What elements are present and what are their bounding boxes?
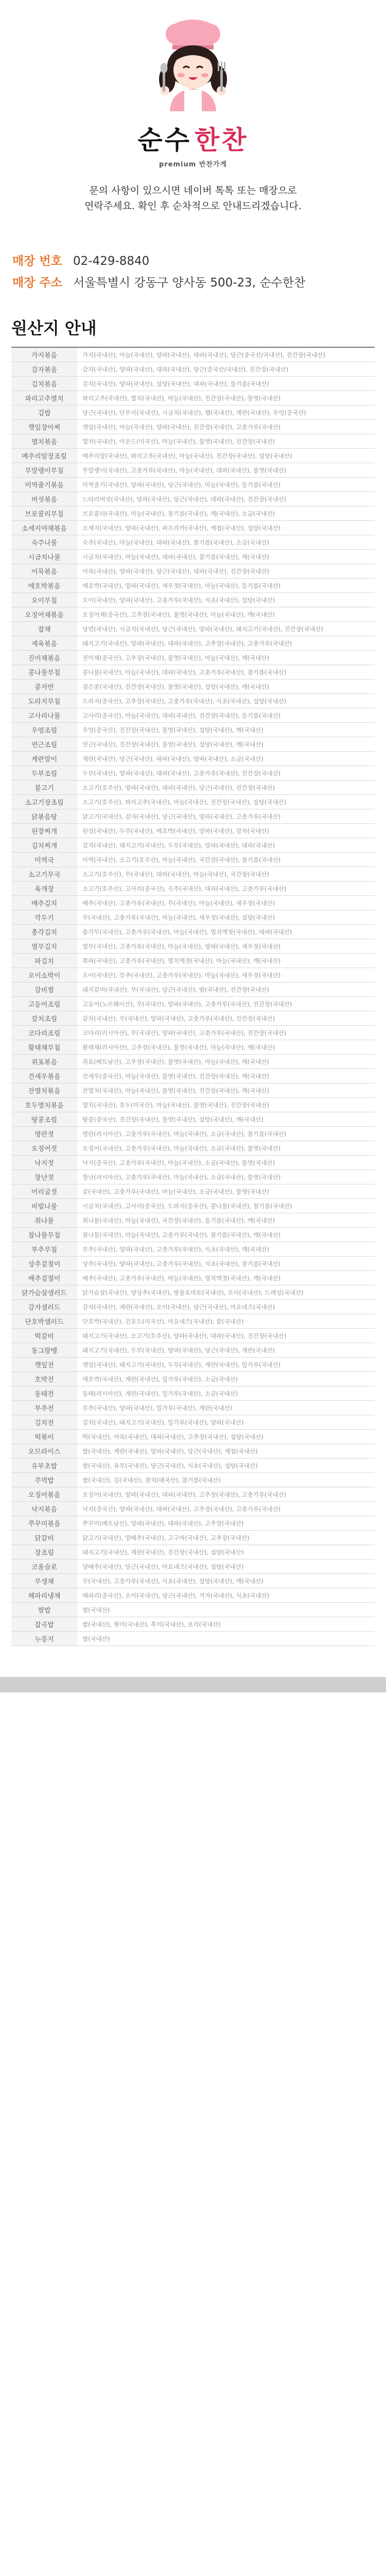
table-row (11, 982, 375, 996)
brand-name-part2: 한찬 (195, 125, 249, 155)
dish-name: 장조림 (11, 1545, 77, 1559)
dish-origin: 콩나물(국내산), 마늘(국내산), 대파(국내산), 고춧가루(국내산), 참기름(국내산) (82, 668, 287, 676)
dish-origin: 양배추(국내산), 당근(국내산), 마요네즈(국내산), 설탕(국내산) (82, 1563, 244, 1570)
dish-name: 동그랑땡 (11, 1343, 77, 1357)
dish-origin: 미역줄기(국내산), 양파(국내산), 당근(국내산), 마늘(국내산), 들기름(국내산) (82, 481, 281, 488)
dish-name: 잡채 (11, 622, 77, 636)
chef-mascot-icon (144, 13, 242, 111)
table-row (11, 1227, 375, 1242)
table-row (11, 852, 375, 867)
dish-name: 열무김치 (11, 939, 77, 953)
dish-name: 미역줄기볶음 (11, 478, 77, 492)
table-row (11, 751, 375, 766)
dish-origin: 참나물(국내산), 마늘(국내산), 고춧가루(국내산), 참기름(국내산), 깨(국내산) (82, 1231, 281, 1239)
table-row (11, 1545, 375, 1559)
table-row (11, 1487, 375, 1501)
table-row (11, 1054, 375, 1069)
dish-name: 불고기 (11, 781, 77, 794)
dish-name: 갈치조림 (11, 1011, 77, 1025)
dish-name: 고사리나물 (11, 708, 77, 722)
dish-origin: 닭가슴살(국내산), 양상추(국내산), 방울토마토(국내산), 오이(국내산), 드레싱(국내산) (82, 1289, 304, 1296)
dish-origin: 쌀(국내산) (82, 1606, 110, 1614)
dish-origin: 열무(국내산), 고춧가루(국내산), 마늘(국내산), 양파(국내산), 새우젓(국내산) (82, 942, 281, 950)
dish-name: 건새우볶음 (11, 1069, 77, 1083)
dish-origin: 검은콩(국내산), 진간장(국내산), 물엿(국내산), 설탕(국내산), 깨(국내산) (82, 683, 269, 690)
table-row (11, 1429, 375, 1444)
table-row (11, 766, 375, 780)
dish-origin: 잔멸치(국내산), 마늘(국내산), 물엿(국내산), 진간장(국내산), 깨(국내산) (82, 1087, 269, 1094)
dish-name: 누룽지 (11, 1632, 77, 1646)
table-row (11, 1328, 375, 1343)
table-row (11, 1444, 375, 1458)
table-row (11, 1213, 375, 1227)
dish-name: 쭈꾸미볶음 (11, 1516, 77, 1530)
table-row (11, 1588, 375, 1602)
table-row (11, 939, 375, 953)
dish-name: 오징어채볶음 (11, 607, 77, 621)
contact-notice (84, 183, 302, 214)
dish-name: 소고기무국 (11, 867, 77, 881)
dish-name: 단호박샐러드 (11, 1314, 77, 1328)
table-row (11, 1011, 375, 1025)
dish-name: 연근조림 (11, 737, 77, 751)
dish-name: 된장찌개 (11, 824, 77, 838)
dish-origin: 감자(국내산), 양파(국내산), 대파(국내산), 당근(중국산/국내산), 진간장(국내산) (82, 365, 289, 373)
dish-name: 감자볶음 (11, 362, 77, 376)
table-row (11, 838, 375, 852)
dish-origin: 돼지갈비(국내산), 무(국내산), 당근(국내산), 밤(국내산), 진간장(국내산) (82, 986, 269, 993)
dish-origin: 고등어(노르웨이산), 무(국내산), 양파(국내산), 고춧가루(국내산), 진간장(국내산) (82, 1000, 292, 1008)
dish-name: 배추겉절이 (11, 1271, 77, 1285)
dish-origin: 쌀(국내산), 현미(국내산), 흑미(국내산), 보리(국내산) (82, 1620, 221, 1628)
table-row (11, 867, 375, 881)
bottom-strip (0, 1677, 386, 1692)
dish-name: 닭갈비 (11, 1531, 77, 1545)
table-row (11, 391, 375, 405)
dish-origin: 쪽파(국내산), 고춧가루(국내산), 멸치액젓(국내산), 마늘(국내산), 깨(국내산) (82, 957, 281, 964)
table-row (11, 737, 375, 751)
dish-origin: 건새우(중국산), 마늘(국내산), 물엿(국내산), 진간장(국내산), 깨(국내산) (82, 1072, 269, 1080)
dish-origin: 계란(국내산), 당근(국내산), 대파(국내산), 양파(국내산), 소금(국내산) (82, 755, 264, 762)
table-row (11, 823, 375, 838)
table-row (11, 1371, 375, 1386)
table-row (11, 881, 375, 895)
dish-name: 버섯볶음 (11, 492, 77, 506)
dish-name: 명란젓 (11, 1127, 77, 1141)
table-row (11, 1155, 375, 1170)
dish-name: 주먹밥 (11, 1473, 77, 1487)
dish-origin: 총각무(국내산), 고춧가루(국내산), 마늘(국내산), 멸치액젓(국내산), 대파(국내산) (82, 928, 292, 936)
dish-origin: 쌀(국내산), 계란(국내산), 양파(국내산), 당근(국내산), 케첩(국내산) (82, 1447, 258, 1455)
dish-origin: 무(국내산), 고춧가루(국내산), 식초(국내산), 설탕(국내산), 깨(국내산) (82, 1577, 264, 1585)
notice-line-2: 연락주세요. 확인 후 순차적으로 안내드리겠습니다. (84, 200, 302, 212)
dish-name: 유부초밥 (11, 1459, 77, 1472)
dish-origin: 낙지(중국산), 고춧가루(국내산), 마늘(국내산), 소금(국내산), 물엿(국내산) (82, 1159, 275, 1166)
dish-origin: 멸치(국내산), 아몬드(미국산), 마늘(국내산), 물엿(국내산), 진간장(국내산) (82, 437, 275, 445)
dish-name: 무생채 (11, 1574, 77, 1588)
table-row (11, 1170, 375, 1184)
dish-name: 김치볶음 (11, 377, 77, 391)
dish-origin: 소세지(국내산), 양파(국내산), 파프리카(국내산), 케첩(국내산), 설탕(국내산) (82, 524, 281, 532)
table-row (11, 564, 375, 578)
dish-origin: 깻잎(국내산), 마늘(국내산), 양파(국내산), 진간장(국내산), 고춧가루(국내산) (82, 423, 281, 431)
table-row (11, 448, 375, 463)
dish-name: 해파리냉채 (11, 1588, 77, 1602)
dish-name: 닭가슴살샐러드 (11, 1285, 77, 1299)
phone-number[interactable]: 02-429-8840 (73, 255, 150, 268)
dish-name: 김밥 (11, 405, 77, 419)
table-row (11, 1458, 375, 1472)
dish-origin: 닭고기(국내산), 감자(국내산), 당근(국내산), 양파(국내산), 고춧가루(국내산) (82, 812, 281, 820)
dish-name: 시금치나물 (11, 550, 77, 564)
dish-origin: 무말랭이(국내산), 고춧가루(국내산), 마늘(국내산), 대파(국내산), 물엿(국내산) (82, 466, 287, 474)
table-row (11, 463, 375, 477)
table-row (11, 708, 375, 722)
table-row (11, 1299, 375, 1314)
dish-origin: 돼지고기(국내산), 양파(국내산), 대파(국내산), 고추장(국내산), 고춧가루(국내산) (82, 639, 292, 647)
dish-origin: 감자(국내산), 계란(국내산), 오이(국내산), 당근(국내산), 마요네즈(국내산) (82, 1303, 275, 1311)
dish-origin: 배추(국내산), 고춧가루(국내산), 무(국내산), 마늘(국내산), 새우젓(국내산) (82, 899, 275, 907)
dish-origin: 브로콜리(국내산), 마늘(국내산), 참기름(국내산), 깨(국내산), 소금(국내산) (82, 510, 275, 517)
dish-name: 땅콩조림 (11, 1112, 77, 1126)
table-row (11, 434, 375, 448)
table-row (11, 1617, 375, 1631)
table-row (11, 1516, 375, 1530)
dish-name: 깍두기 (11, 910, 77, 924)
dish-name: 배추김치 (11, 896, 77, 910)
dish-origin: 김치(국내산), 돼지고기(국내산), 밀가루(국내산), 양파(국내산) (82, 1418, 244, 1426)
dish-name: 동태전 (11, 1386, 77, 1400)
table-row (11, 895, 375, 910)
table-row (11, 1270, 375, 1285)
dish-name: 김치전 (11, 1415, 77, 1429)
dish-name: 육개장 (11, 882, 77, 895)
dish-name: 낙지볶음 (11, 1502, 77, 1516)
table-row (11, 636, 375, 650)
table-row (11, 1141, 375, 1155)
dish-origin: 취나물(국내산), 마늘(국내산), 국간장(국내산), 들기름(국내산), 깨(국내산) (82, 1216, 275, 1224)
address-text: 서울특별시 강동구 양사동 500-23, 순수한찬 (73, 276, 306, 290)
dish-origin: 진미채(중국산), 고추장(국내산), 물엿(국내산), 마늘(국내산), 깨(국내산) (82, 654, 269, 662)
dish-origin: 쌀(국내산) (82, 1635, 110, 1642)
dish-origin: 된장(국내산), 두부(국내산), 애호박(국내산), 양파(국내산), 감자(국내산) (82, 827, 269, 835)
dish-name: 닭볶음탕 (11, 809, 77, 823)
dish-name: 어묵볶음 (11, 564, 77, 578)
dish-origin: 어묵(국내산), 양파(국내산), 당근(국내산), 대파(국내산), 진간장(국내산) (82, 567, 269, 575)
dish-name: 잡곡밥 (11, 1617, 77, 1631)
dish-origin: 닭고기(국내산), 양배추(국내산), 고구마(국내산), 고추장(국내산) (82, 1534, 250, 1541)
dish-name: 김치찌개 (11, 838, 77, 852)
dish-origin: 떡(국내산), 어묵(국내산), 대파(국내산), 고추장(국내산), 설탕(국내산) (82, 1433, 264, 1440)
table-row (11, 1415, 375, 1429)
table-row (11, 1400, 375, 1415)
dish-origin: 애호박(국내산), 계란(국내산), 밀가루(국내산), 소금(국내산) (82, 1375, 238, 1383)
dish-name: 쥐포볶음 (11, 1055, 77, 1069)
dish-origin: 단호박(국내산), 건포도(미국산), 마요네즈(국내산), 꿀(국내산) (82, 1317, 244, 1325)
dish-name: 떡갈비 (11, 1329, 77, 1343)
dish-origin: 쭈꾸미(베트남산), 양파(국내산), 대파(국내산), 고추장(국내산) (82, 1519, 244, 1527)
brand-tagline: premium 반찬가게 (159, 161, 227, 168)
dish-name: 참나물무침 (11, 1228, 77, 1242)
table-row (11, 924, 375, 939)
dish-name: 갈비찜 (11, 982, 77, 996)
dish-name: 취나물 (11, 1213, 77, 1227)
dish-name: 쌀밥 (11, 1603, 77, 1617)
dish-origin: 해파리(중국산), 오이(국내산), 당근(국내산), 겨자(국내산), 식초(국내산) (82, 1591, 269, 1599)
dish-origin: 쌀(국내산), 유부(국내산), 당근(국내산), 식초(국내산), 설탕(국내산) (82, 1462, 258, 1469)
table-row (11, 607, 375, 621)
table-row (11, 722, 375, 737)
table-row (11, 1472, 375, 1487)
table-row (11, 1357, 375, 1371)
table-row (11, 1040, 375, 1054)
dish-name: 부추전 (11, 1401, 77, 1415)
table-row (11, 362, 375, 376)
table-row (11, 1126, 375, 1141)
dish-name: 소세지야채볶음 (11, 521, 77, 535)
table-row (11, 535, 375, 549)
dish-name: 소고기장조림 (11, 795, 77, 809)
table-row (11, 1184, 375, 1198)
dish-origin: 상추(국내산), 양파(국내산), 고춧가루(국내산), 식초(국내산), 참기름(국내산) (82, 1260, 281, 1267)
table-row (11, 419, 375, 434)
dish-origin: 돼지고기(국내산), 소고기(호주산), 양파(국내산), 대파(국내산), 진간장(국내산) (82, 1332, 287, 1340)
dish-origin: 배추(국내산), 고춧가루(국내산), 마늘(국내산), 멸치액젓(국내산), 깨(국내산) (82, 1274, 281, 1282)
table-row (11, 578, 375, 592)
dish-origin: 깻잎(국내산), 돼지고기(국내산), 두부(국내산), 계란(국내산), 밀가루(국내산) (82, 1361, 281, 1368)
table-row (11, 679, 375, 693)
table-row (11, 1631, 375, 1646)
table-row (11, 650, 375, 665)
dish-origin: 소고기(호주산), 무(국내산), 대파(국내산), 마늘(국내산), 국간장(국내산) (82, 870, 269, 878)
table-row (11, 492, 375, 506)
dish-name: 코울슬로 (11, 1560, 77, 1573)
table-row (11, 506, 375, 520)
dish-origin: 애호박(국내산), 양파(국내산), 새우젓(국내산), 마늘(국내산), 들기름(국내산) (82, 582, 281, 589)
dish-name: 고등어조림 (11, 997, 77, 1011)
dish-name: 잔멸치볶음 (11, 1083, 77, 1097)
table-row (11, 1386, 375, 1400)
notice-line-1: 문의 사항이 있으시면 네이버 톡톡 또는 매장으로 (89, 185, 297, 196)
dish-origin: 소고기(호주산), 꽈리고추(국내산), 마늘(국내산), 진간장(국내산), 설탕(국내산) (82, 798, 287, 806)
table-row (11, 1097, 375, 1112)
dish-origin: 오이(국내산), 부추(국내산), 고춧가루(국내산), 마늘(국내산), 새우젓(국내산) (82, 971, 281, 979)
table-row (11, 1501, 375, 1516)
dish-name: 계란말이 (11, 752, 77, 766)
dish-name: 낙지젓 (11, 1156, 77, 1170)
dish-origin: 갈치(국내산), 무(국내산), 양파(국내산), 고춧가루(국내산), 진간장(국내산) (82, 1014, 275, 1022)
dish-origin: 김치(국내산), 양파(국내산), 설탕(국내산), 대파(국내산), 들기름(국내산) (82, 380, 269, 387)
dish-name: 미역국 (11, 853, 77, 867)
dish-origin: 쌀(국내산), 김(국내산), 참치(태국산), 참기름(국내산) (82, 1476, 221, 1484)
dish-origin: 오징어채(중국산), 고추장(국내산), 물엿(국내산), 마늘(국내산), 깨(국내산) (82, 611, 275, 618)
table-row (11, 1602, 375, 1617)
dish-name: 도라지무침 (11, 694, 77, 708)
dish-origin: 두부(국내산), 양파(국내산), 대파(국내산), 고춧가루(국내산), 진간장(국내산) (82, 769, 281, 777)
dish-name: 제육볶음 (11, 636, 77, 650)
dish-name: 창난젓 (11, 1170, 77, 1184)
table-row (11, 1314, 375, 1328)
table-row (11, 520, 375, 535)
dish-origin: 낙지(중국산), 양파(국내산), 대파(국내산), 고추장(국내산), 고춧가루(국내산) (82, 1505, 281, 1513)
dish-origin: 느타리버섯(국내산), 양파(국내산), 당근(국내산), 대파(국내산), 진간장(국내산) (82, 495, 287, 503)
dish-origin: 오징어(국내산), 고춧가루(국내산), 마늘(국내산), 소금(국내산), 물엿(국내산) (82, 1144, 281, 1152)
dish-origin: 황태채(러시아산), 고추장(국내산), 물엿(국내산), 마늘(국내산), 깨(국내산) (82, 1043, 275, 1051)
dish-origin: 연근(국내산), 진간장(국내산), 물엿(국내산), 설탕(국내산), 깨(국내산) (82, 740, 264, 748)
dish-origin: 숙주(국내산), 마늘(국내산), 대파(국내산), 참기름(국내산), 소금(국내산) (82, 538, 269, 546)
dish-origin: 소고기(호주산), 양파(국내산), 대파(국내산), 당근(국내산), 진간장(국내산) (82, 784, 275, 791)
table-row (11, 968, 375, 982)
dish-origin: 미역(국내산), 소고기(호주산), 마늘(국내산), 국간장(국내산), 참기름(국내산) (82, 856, 281, 863)
dish-name: 콩자반 (11, 680, 77, 693)
table-row (11, 1242, 375, 1256)
dish-origin: 돼지고기(국내산), 계란(국내산), 진간장(국내산), 설탕(국내산) (82, 1548, 244, 1556)
dish-origin: 당근(국내산), 단무지(국내산), 시금치(국내산), 햄(국내산), 계란(국내산), 우엉(중국산) (82, 409, 306, 416)
phone-label: 매장 번호 (12, 255, 62, 268)
brand-name (137, 120, 248, 157)
dish-origin: 우엉(중국산), 진간장(국내산), 물엿(국내산), 설탕(국내산), 깨(국내산) (82, 726, 264, 734)
dish-name: 진미채볶음 (11, 651, 77, 665)
dish-name: 코다리조림 (11, 1026, 77, 1040)
dish-name: 호박전 (11, 1372, 77, 1386)
dish-name: 브로콜리무침 (11, 506, 77, 520)
dish-origin: 소고기(호주산), 고사리(중국산), 숙주(국내산), 대파(국내산), 고춧가루(국내산) (82, 885, 287, 892)
table-row (11, 348, 375, 362)
dish-origin: 오이(국내산), 양파(국내산), 고춧가루(국내산), 식초(국내산), 설탕(국내산) (82, 596, 275, 604)
dish-name: 상추겉절이 (11, 1257, 77, 1270)
dish-origin: 부추(국내산), 양파(국내산), 밀가루(국내산), 계란(국내산) (82, 1404, 233, 1412)
dish-origin: 당면(국내산), 시금치(국내산), 당근(국내산), 양파(국내산), 돼지고기(국내산), 진간장(국내산) (82, 625, 324, 633)
table-row (11, 621, 375, 636)
dish-name: 호두멸치볶음 (11, 1098, 77, 1112)
dish-name: 깻잎전 (11, 1358, 77, 1371)
dish-name: 부추무침 (11, 1242, 77, 1256)
dish-origin: 무(국내산), 고춧가루(국내산), 마늘(국내산), 새우젓(국내산), 설탕(국내산) (82, 913, 275, 921)
table-row (11, 1256, 375, 1270)
dish-name: 무말랭이무침 (11, 463, 77, 477)
dish-name: 황태채무침 (11, 1040, 77, 1054)
dish-origin: 시금치(국내산), 고사리(중국산), 도라지(중국산), 콩나물(국내산), 참기름(국내산) (82, 1202, 292, 1210)
dish-name: 깻잎장아찌 (11, 420, 77, 434)
dish-name: 오징어볶음 (11, 1487, 77, 1501)
table-row (11, 1343, 375, 1357)
dish-name: 콩나물무침 (11, 665, 77, 679)
dish-origin: 오징어(국내산), 양파(국내산), 대파(국내산), 고추장(국내산), 고춧가루(국내산) (82, 1490, 287, 1498)
table-row (11, 1083, 375, 1097)
dish-name: 오이무침 (11, 593, 77, 607)
table-row (11, 996, 375, 1011)
brand-header (0, 0, 386, 232)
table-row (11, 477, 375, 492)
table-row (11, 1285, 375, 1299)
table-row (11, 953, 375, 968)
phone-row (12, 250, 386, 272)
contact-info (0, 232, 386, 317)
dish-origin: 시금치(국내산), 마늘(국내산), 대파(국내산), 참기름(국내산), 깨(국내산) (82, 553, 269, 561)
origin-table (11, 348, 375, 1646)
dish-name: 숙주나물 (11, 535, 77, 549)
dish-origin: 명란(러시아산), 고춧가루(국내산), 마늘(국내산), 소금(국내산), 참기름(국내산) (82, 1130, 287, 1138)
dish-name: 총각김치 (11, 925, 77, 939)
dish-origin: 땅콩(중국산), 진간장(국내산), 물엿(국내산), 설탕(국내산), 깨(국내산) (82, 1115, 264, 1123)
dish-name: 멸치볶음 (11, 434, 77, 448)
dish-name: 파김치 (11, 954, 77, 968)
dish-origin: 메추리알(국내산), 꽈리고추(국내산), 마늘(국내산), 진간장(국내산), 설탕(국내산) (82, 452, 292, 460)
table-row (11, 910, 375, 924)
dish-origin: 도라지(중국산), 고추장(국내산), 고춧가루(국내산), 식초(국내산), 설탕(국내산) (82, 697, 287, 705)
table-row (11, 1573, 375, 1588)
dish-name: 우엉조림 (11, 723, 77, 737)
table-row (11, 376, 375, 391)
dish-origin: 멸치(국내산), 호두(미국산), 마늘(국내산), 물엿(국내산), 진간장(국내산) (82, 1101, 269, 1109)
dish-origin: 창난(러시아산), 고춧가루(국내산), 마늘(국내산), 소금(국내산), 물엿(국내산) (82, 1173, 281, 1181)
dish-origin: 굴(국내산), 고춧가루(국내산), 마늘(국내산), 소금(국내산), 물엿(국내산) (82, 1188, 269, 1195)
dish-name: 두부조림 (11, 766, 77, 780)
table-row (11, 665, 375, 679)
dish-origin: 쥐포(베트남산), 고추장(국내산), 물엿(국내산), 마늘(국내산), 깨(국내산) (82, 1058, 269, 1065)
dish-origin: 부추(국내산), 양파(국내산), 고춧가루(국내산), 식초(국내산), 깨(국내산) (82, 1245, 269, 1253)
table-row (11, 1025, 375, 1040)
dish-origin: 돼지고기(국내산), 두부(국내산), 양파(국내산), 당근(국내산), 계란(국내산) (82, 1346, 275, 1354)
table-row (11, 809, 375, 823)
dish-origin: 꽈리고추(국내산), 멸치(국내산), 마늘(국내산), 진간장(국내산), 물엿(국내산) (82, 394, 281, 402)
table-row (11, 592, 375, 607)
table-row (11, 1198, 375, 1213)
dish-name: 애호박볶음 (11, 579, 77, 592)
dish-origin: 코다리(러시아산), 무(국내산), 양파(국내산), 고춧가루(국내산), 진간장(국내산) (82, 1029, 287, 1037)
table-row (11, 1530, 375, 1545)
table-row (11, 1069, 375, 1083)
dish-name: 가지볶음 (11, 348, 77, 362)
dish-name: 꽈리고추멸치 (11, 391, 77, 405)
dish-name: 오징어젓 (11, 1141, 77, 1155)
address-row (12, 272, 386, 294)
dish-origin: 김치(국내산), 돼지고기(국내산), 두부(국내산), 양파(국내산), 대파(국내산) (82, 841, 275, 849)
dish-name: 어리굴젓 (11, 1184, 77, 1198)
dish-name: 오므라이스 (11, 1444, 77, 1458)
dish-name: 떡볶이 (11, 1430, 77, 1444)
dish-name: 메추리알장조림 (11, 449, 77, 463)
table-row (11, 780, 375, 794)
address-label: 매장 주소 (12, 276, 62, 290)
table-row (11, 693, 375, 708)
origin-section-title: 원산지 안내 (11, 318, 97, 338)
brand-name-part1: 순수 (137, 125, 191, 155)
dish-name: 오이소박이 (11, 968, 77, 982)
dish-name: 감자샐러드 (11, 1300, 77, 1314)
dish-origin: 가지(국내산), 마늘(국내산), 양파(국내산), 대파(국내산), 당근(중국산/국내산), 진간장(국내산) (82, 351, 325, 359)
dish-origin: 고사리(중국산), 마늘(국내산), 대파(국내산), 진간장(국내산), 들기름(국내산) (82, 711, 281, 719)
table-row (11, 1112, 375, 1126)
table-row (11, 405, 375, 419)
dish-origin: 동태(러시아산), 계란(국내산), 밀가루(국내산), 소금(국내산) (82, 1389, 238, 1397)
table-row (11, 549, 375, 564)
table-row (11, 794, 375, 809)
dish-name: 비빔나물 (11, 1199, 77, 1213)
table-row (11, 1559, 375, 1573)
